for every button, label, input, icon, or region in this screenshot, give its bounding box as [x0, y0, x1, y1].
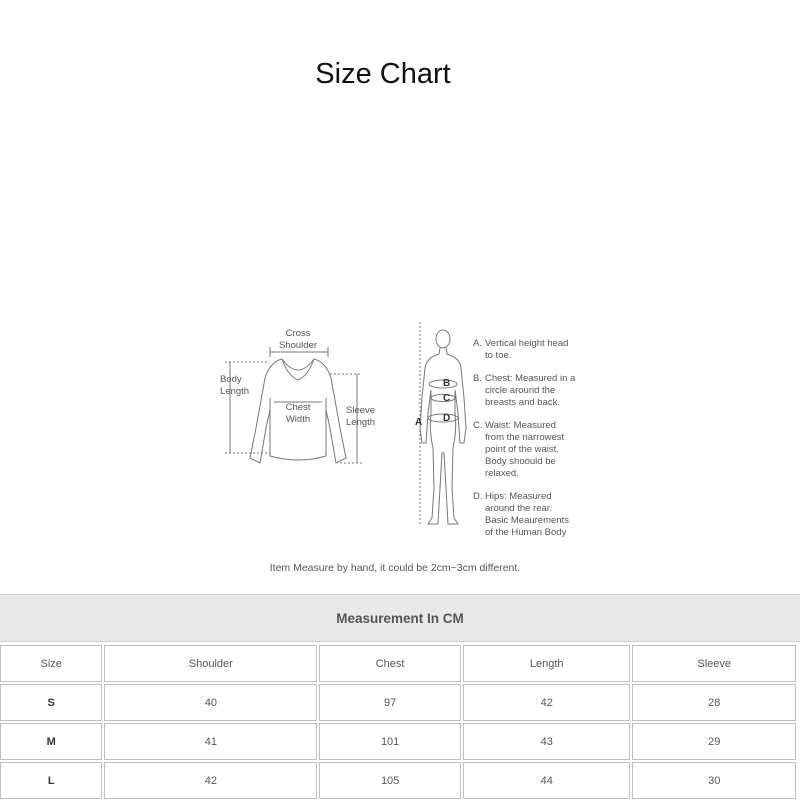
measurement-diagram [210, 318, 600, 578]
chest-cell: 105 [319, 762, 461, 799]
body-mark-c: C [443, 393, 451, 404]
length-cell: 43 [463, 723, 630, 760]
column-header-sleeve: Sleeve [632, 645, 796, 682]
sleeve-length-label: Sleeve Length [346, 405, 376, 428]
column-header-chest: Chest [319, 645, 461, 682]
body-length-label: Body Length [220, 374, 250, 397]
column-header-size: Size [0, 645, 102, 682]
size-cell: L [0, 762, 102, 799]
table-row [0, 723, 796, 760]
table-row [0, 762, 796, 799]
shoulder-cell: 40 [104, 684, 317, 721]
table-row [0, 684, 796, 721]
size-cell: M [0, 723, 102, 760]
body-mark-b: B [443, 378, 451, 389]
measurement-disclaimer: Item Measure by hand, it could be 2cm~3cm different. [269, 562, 521, 574]
column-header-shoulder: Shoulder [104, 645, 317, 682]
note-b: B. Chest: Measured in a circle around the breasts and back. [473, 373, 576, 408]
column-header-length: Length [463, 645, 630, 682]
length-cell: 42 [463, 684, 630, 721]
sleeve-cell: 30 [632, 762, 796, 799]
chest-cell: 101 [319, 723, 461, 760]
size-grid [0, 643, 798, 801]
note-c: C. Waist: Measured from the narrowest point of the waist. Body shoould be relaxed. [473, 420, 565, 479]
note-a: A. Vertical height head to toe. [473, 338, 569, 361]
page-title: Size Chart [315, 58, 451, 90]
table-header-row [0, 645, 796, 682]
chest-cell: 97 [319, 684, 461, 721]
sleeve-cell: 28 [632, 684, 796, 721]
shoulder-cell: 41 [104, 723, 317, 760]
body-mark-d: D [443, 413, 451, 424]
shoulder-cell: 42 [104, 762, 317, 799]
size-cell: S [0, 684, 102, 721]
chest-width-label: Chest Width [285, 402, 311, 425]
measurement-notes [473, 338, 598, 550]
note-d: D. Hips: Measured around the rear. Basic Meaurements of the Human Body [473, 491, 569, 538]
body-mark-a: A [415, 417, 423, 428]
table-caption: Measurement In CM [0, 594, 800, 642]
sleeve-cell: 29 [632, 723, 796, 760]
size-table [0, 594, 800, 801]
cross-shoulder-label: Cross Shoulder [278, 328, 318, 351]
length-cell: 44 [463, 762, 630, 799]
